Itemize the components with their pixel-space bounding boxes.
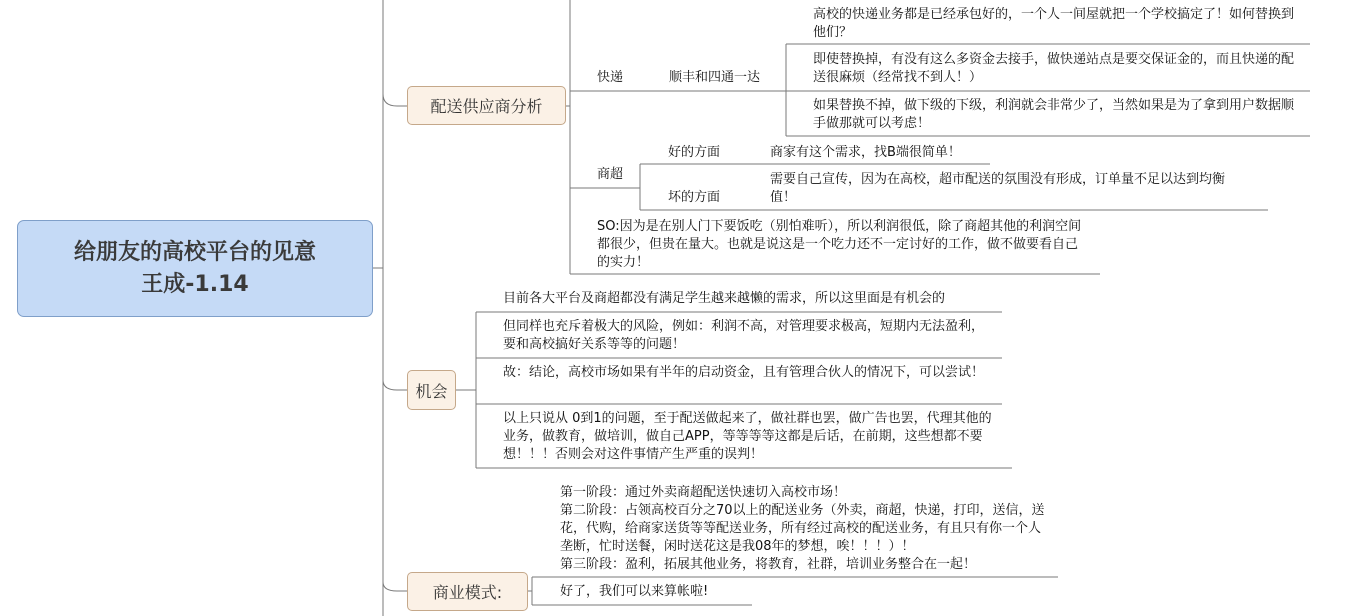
business-stage-1[interactable]: 第一阶段：通过外卖商超配送快速切入高校市场！ [560, 485, 847, 500]
topic-supplier-analysis-label: 配送供应商分析 [430, 97, 543, 116]
bad-side-note[interactable]: 需要自己宣传，因为在高校，超市配送的氛围没有形成，订单量不足以达到均衡值！ [770, 172, 1226, 205]
express-note-1[interactable]: 高校的快递业务都是已经承包好的，一个人一间屋就把一个学校搞定了！如何替换到他们？ [813, 7, 1295, 40]
good-side-note[interactable]: 商家有这个需求，找B端很简单！ [770, 145, 961, 160]
topic-opportunity-label: 机会 [415, 381, 448, 401]
root-subtitle: 王成-1.14 [141, 271, 249, 297]
topic-business-model[interactable] [407, 572, 528, 611]
topic-business-model-label: 商业模式: [432, 583, 503, 602]
node-bad-side[interactable]: 坏的方面 [668, 190, 721, 205]
node-supermarket[interactable]: 商超 [597, 167, 624, 182]
root-title: 给朋友的高校平台的见意 [73, 239, 316, 265]
opportunity-note-2[interactable]: 但同样也充斥着极大的风险，例如：利润不高，对管理要求极高，短期内无法盈利，要和高校搞好关系等等的问题！ [503, 319, 985, 352]
business-stage-2[interactable]: 第二阶段：占领高校百分之70以上的配送业务（外卖，商超，快递，打印，送信，送花，代购，给商家送货等等配送业务，所有经过高校的配送业务，有且只有你一个人垄断，忙时送餐，闲时送花这是我08年的梦想，唉！！！）！ [560, 503, 1045, 554]
topic-opportunity[interactable] [407, 370, 456, 410]
node-express[interactable]: 快递 [597, 70, 624, 85]
opportunity-note-3[interactable]: 故：结论，高校市场如果有半年的启动资金，且有管理合伙人的情况下，可以尝试！ [503, 365, 985, 380]
opportunity-note-4[interactable]: 以上只说从 0到1的问题，至于配送做起来了，做社群也罢，做广告也罢，代理其他的业务，做教育，做培训，做自己APP，等等等等这都是后话，在前期，这些想都不要想！！！否则会对这件事情产生严重的误判！ [503, 411, 992, 462]
opportunity-note-1[interactable]: 目前各大平台及商超都没有满足学生越来越懒的需求，所以这里面是有机会的 [503, 291, 946, 306]
express-note-2[interactable]: 即使替换掉，有没有这么多资金去接手，做快递站点是要交保证金的，而且快递的配送很麻烦（经常找不到人！） [813, 52, 1295, 85]
root-topic[interactable] [17, 220, 373, 317]
express-note-3[interactable]: 如果替换不掉，做下级的下级，利润就会非常少了，当然如果是为了拿到用户数据顺手做那就可以考虑！ [813, 98, 1295, 131]
business-stage-3[interactable]: 第三阶段：盈利，拓展其他业务，将教育，社群，培训业务整合在一起！ [560, 557, 977, 572]
supplier-summary[interactable]: SO:因为是在别人门下要饭吃（别怕难听），所以利润很低，除了商超其他的利润空间都很少，但贵在量大。也就是说这是一个吃力还不一定讨好的工作，做不做要看自己的实力！ [597, 219, 1082, 270]
topic-supplier-analysis[interactable] [407, 86, 566, 125]
business-closing[interactable]: 好了，我们可以来算帐啦! [560, 584, 709, 599]
node-sf-and-couriers[interactable]: 顺丰和四通一达 [669, 70, 761, 85]
node-good-side[interactable]: 好的方面 [668, 145, 721, 160]
